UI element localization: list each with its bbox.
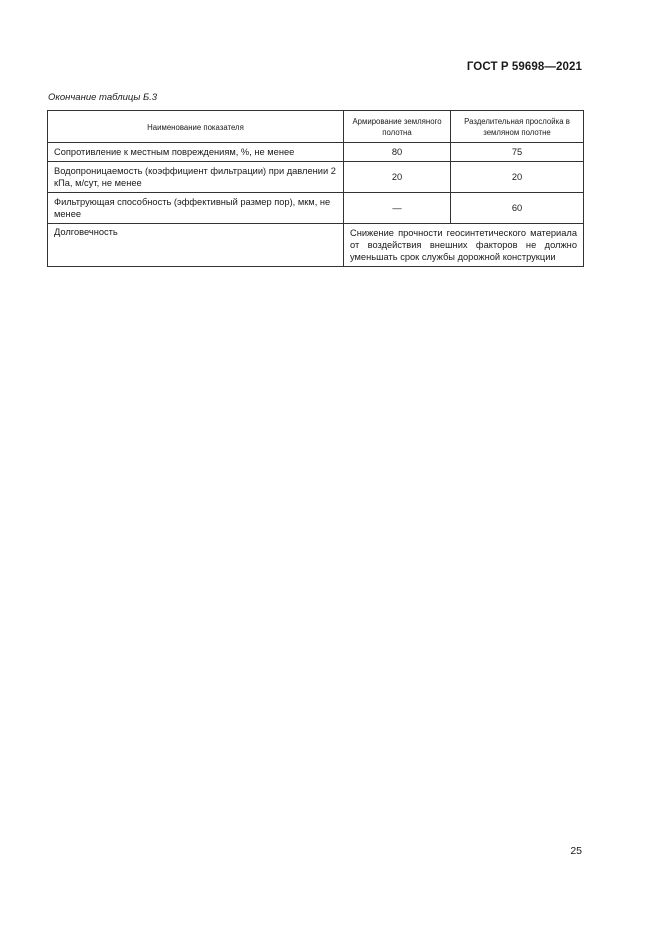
- indicator-name: Водопроницаемость (коэффициент фильтрации) при давлении 2 кПа, м/сут, не менее: [48, 162, 344, 193]
- separation-value: 60: [451, 193, 584, 224]
- table-header-row: [48, 111, 584, 143]
- column-header-separation: Разделительная прослойка в земляном полотне: [451, 111, 584, 143]
- page-number: 25: [570, 845, 582, 857]
- indicator-name: Фильтрующая способность (эффективный размер пор), мкм, не менее: [48, 193, 344, 224]
- table-row-durability: [48, 224, 584, 267]
- table-row: [48, 193, 584, 224]
- indicator-name: Долговечность: [48, 224, 344, 267]
- separation-value: 20: [451, 162, 584, 193]
- reinforcement-value: 20: [344, 162, 451, 193]
- separation-value: 75: [451, 143, 584, 162]
- column-header-indicator: Наименование показателя: [48, 111, 344, 143]
- document-standard-number: ГОСТ Р 59698—2021: [466, 61, 582, 73]
- reinforcement-value: 80: [344, 143, 451, 162]
- indicators-table: [47, 110, 584, 267]
- reinforcement-value: —: [344, 193, 451, 224]
- indicator-name: Сопротивление к местным повреждениям, %, не менее: [48, 143, 344, 162]
- table-caption: Окончание таблицы Б.3: [48, 92, 158, 103]
- table-row: [48, 162, 584, 193]
- durability-requirement: Снижение прочности геосинтетического материала от воздействия внешних факторов не должно уменьшать срок службы дорожной конструкции: [344, 224, 584, 267]
- table-row: [48, 143, 584, 162]
- column-header-reinforcement: Армирование земляного полотна: [344, 111, 451, 143]
